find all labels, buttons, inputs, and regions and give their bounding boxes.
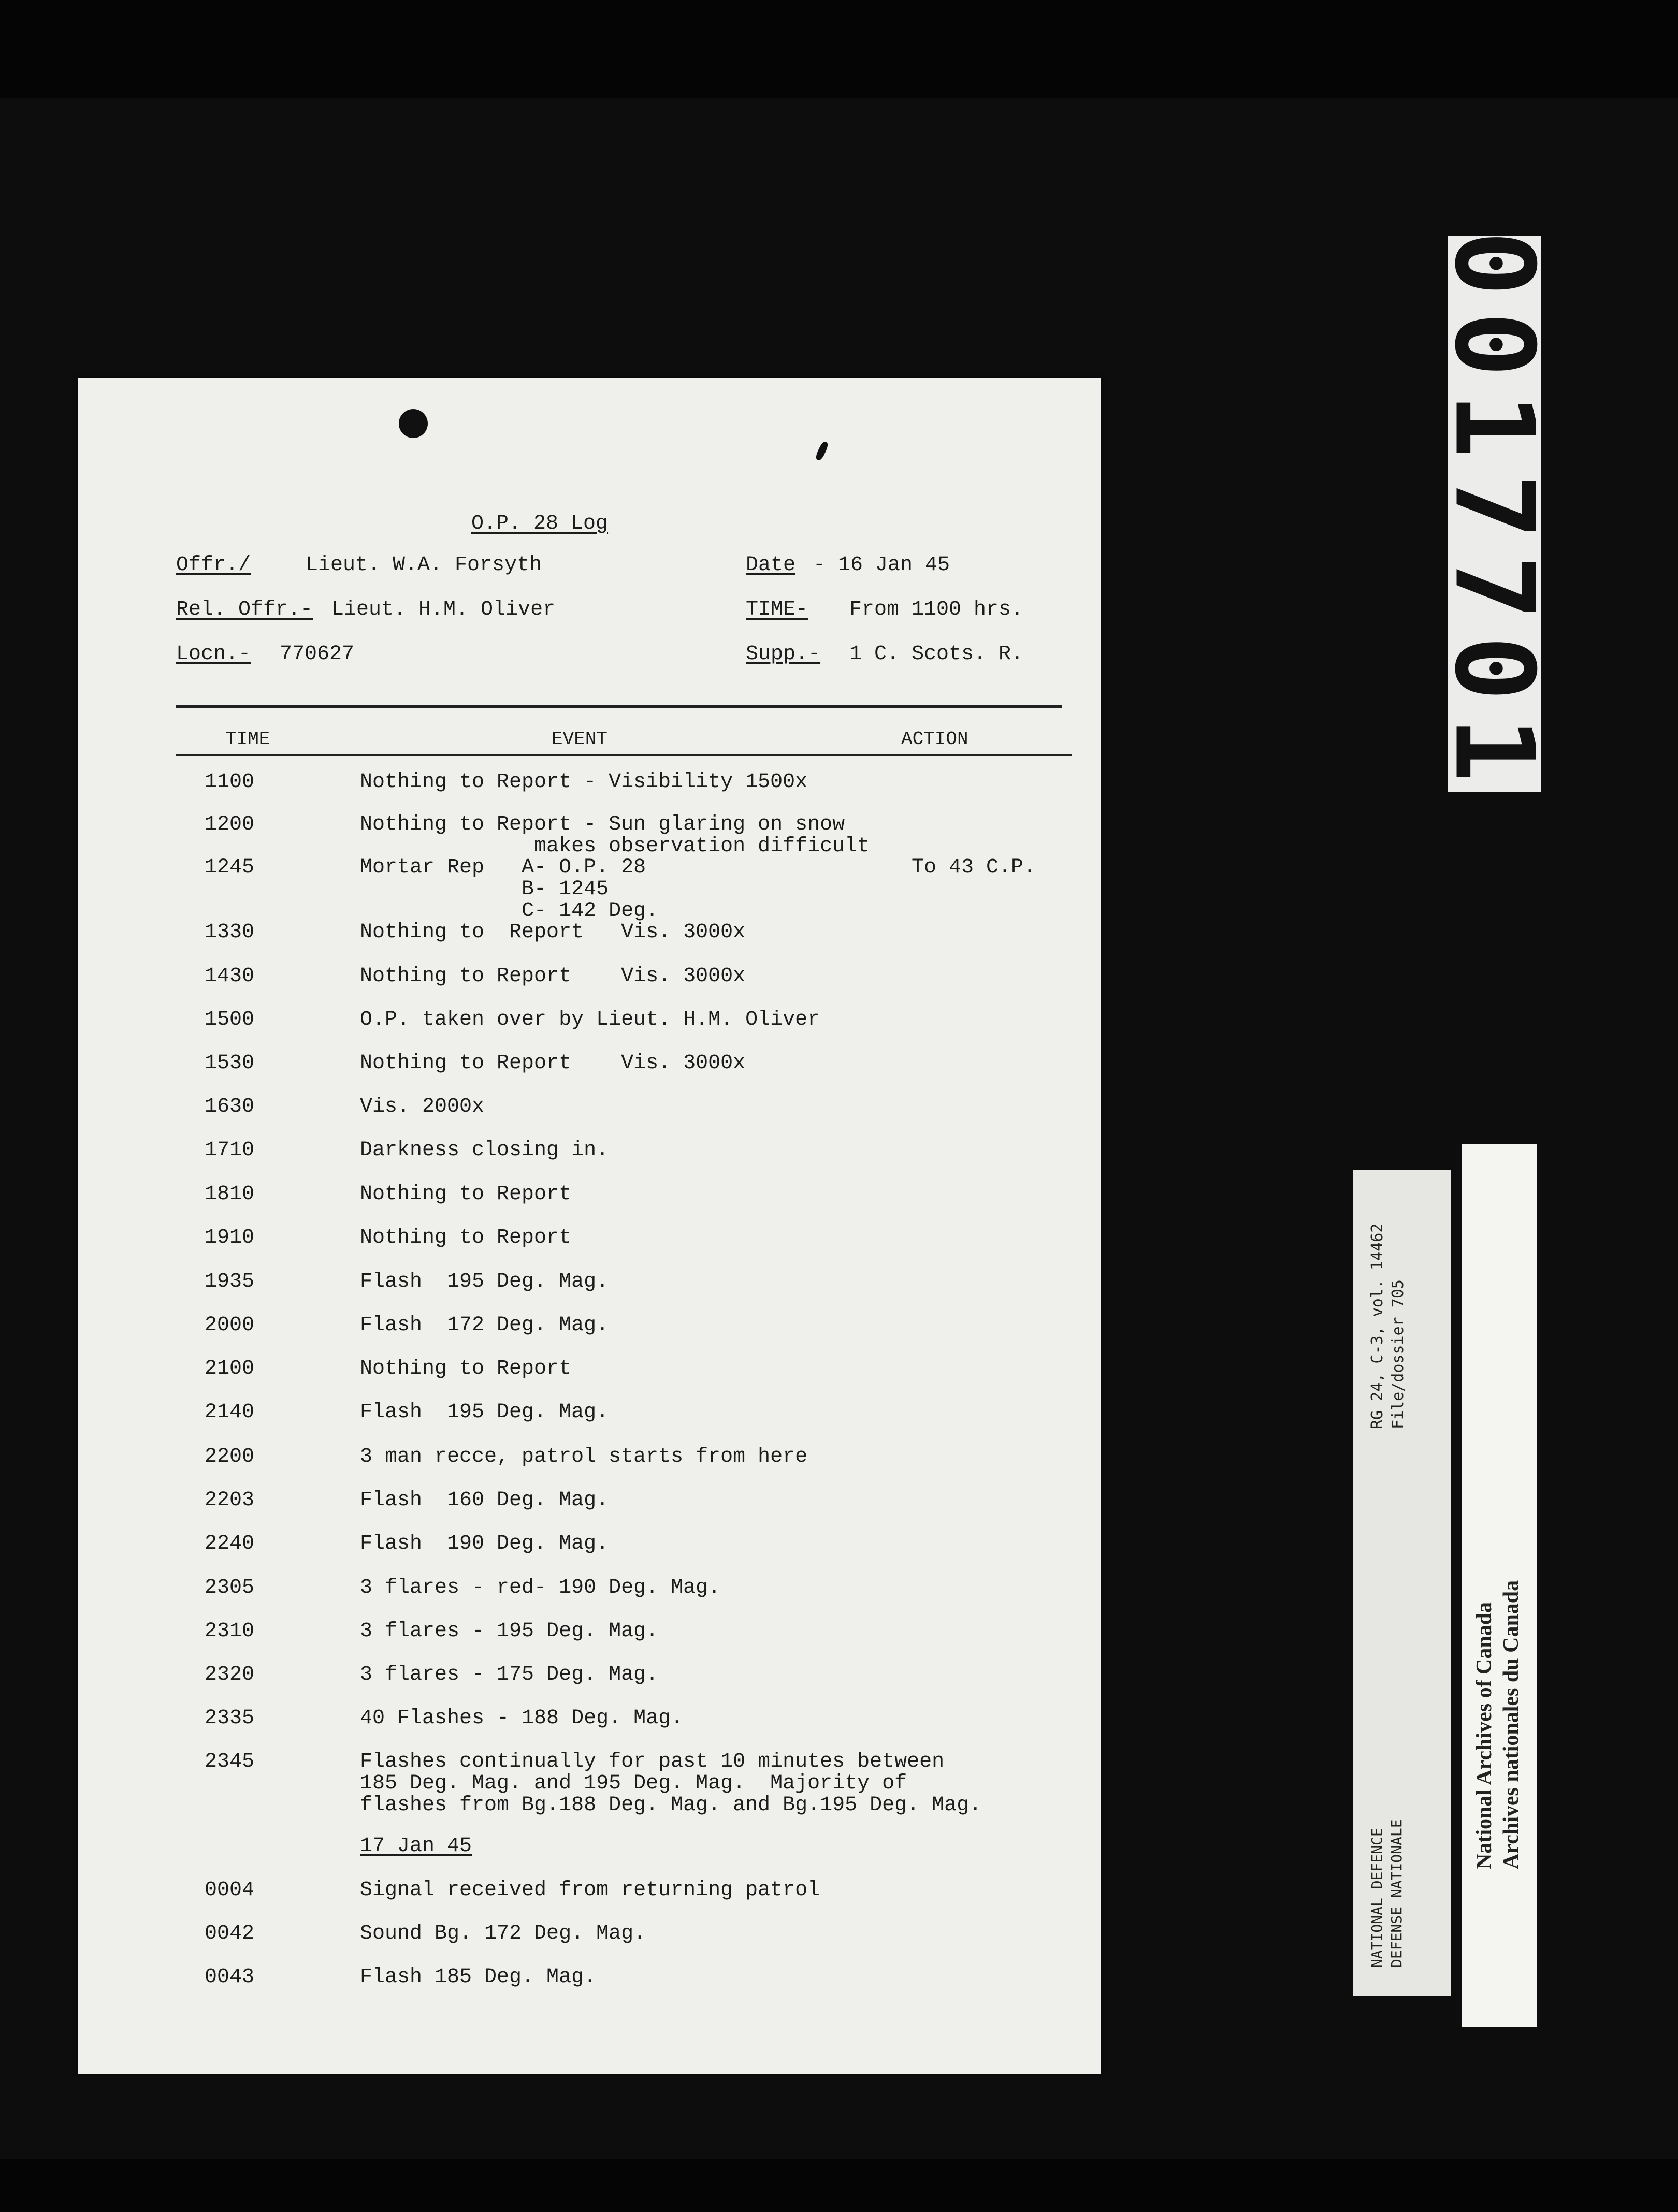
date-value: - 16 Jan 45 — [813, 554, 950, 577]
log-entry-time: 2240 — [205, 1532, 255, 1555]
archive-line-2: Archives nationales du Canada — [1499, 1580, 1523, 1869]
log-entry-event: 17 Jan 45 — [360, 1835, 472, 1858]
log-entry-time: 2200 — [205, 1445, 255, 1468]
officer-label: Offr./ — [176, 554, 251, 577]
support-value: 1 C. Scots. R. — [849, 643, 1024, 666]
log-entry-time: 0042 — [205, 1922, 255, 1945]
log-entry-event: Flash 195 Deg. Mag. — [360, 1401, 609, 1424]
reference-line-1: RG 24, C-3, vol. 14462 — [1368, 1223, 1386, 1429]
log-entry-event: Nothing to Report — [360, 1357, 572, 1380]
log-entry-event: Mortar Rep A- O.P. 28 B- 1245 C- 142 Deg. — [360, 856, 659, 923]
log-entry-action: To 43 C.P. — [912, 856, 1036, 879]
log-entry-event: Nothing to Report - Visibility 1500x — [360, 770, 808, 794]
log-entry-event: 3 man recce, patrol starts from here — [360, 1445, 808, 1468]
log-entry-event: 3 flares - 175 Deg. Mag. — [360, 1663, 659, 1686]
log-entry-time: 2305 — [205, 1576, 255, 1599]
punch-hole — [399, 409, 428, 438]
log-entry-event: Sound Bg. 172 Deg. Mag. — [360, 1922, 646, 1945]
location-value: 770627 — [280, 643, 355, 666]
log-entry-time: 0043 — [205, 1966, 255, 1989]
log-entry-event: 3 flares - 195 Deg. Mag. — [360, 1620, 659, 1643]
log-entry-event: Flashes continually for past 10 minutes between 185 Deg. Mag. and 195 Deg. Mag. Majority of flashes from Bg.188 Deg. Mag. and Bg.195 Deg. Mag. — [360, 1750, 982, 1817]
frame-number-label — [1430, 230, 1558, 798]
log-sheet — [78, 378, 1101, 2074]
log-entry-time: 1810 — [205, 1183, 255, 1206]
log-entry-event: Flash 160 Deg. Mag. — [360, 1489, 609, 1512]
log-entry-time: 2345 — [205, 1750, 255, 1773]
log-entry-time: 1330 — [205, 921, 255, 944]
log-entry-time: 1710 — [205, 1139, 255, 1162]
log-entry-event: 3 flares - red- 190 Deg. Mag. — [360, 1576, 721, 1599]
reference-line-4: DEFENSE NATIONALE — [1388, 1819, 1405, 1968]
log-entry-time: 2100 — [205, 1357, 255, 1380]
log-entry-event: Nothing to Report Vis. 3000x — [360, 1052, 746, 1075]
log-entry-time: 2203 — [205, 1489, 255, 1512]
time-value: From 1100 hrs. — [849, 598, 1024, 621]
log-entry-event: 40 Flashes - 188 Deg. Mag. — [360, 1707, 684, 1730]
log-entry-time: 1200 — [205, 813, 255, 836]
scan-border-bottom — [0, 2159, 1678, 2212]
header-rule — [176, 705, 1062, 708]
log-entry-event: Flash 190 Deg. Mag. — [360, 1532, 609, 1555]
log-title: O.P. 28 Log — [471, 512, 609, 535]
log-entry-time: 1245 — [205, 856, 255, 879]
column-header-rule — [176, 754, 1072, 756]
officer-value: Lieut. W.A. Forsyth — [306, 554, 542, 577]
log-entry-time: 1500 — [205, 1008, 255, 1031]
log-entry-event: Vis. 2000x — [360, 1095, 485, 1118]
log-entry-event: Nothing to Report — [360, 1226, 572, 1249]
frame-number: 0017701 — [1430, 230, 1558, 798]
log-entry-event: Nothing to Report — [360, 1183, 572, 1206]
reference-line-3: NATIONAL DEFENCE — [1368, 1828, 1385, 1968]
log-entry-time: 2320 — [205, 1663, 255, 1686]
time-label: TIME- — [746, 598, 808, 621]
archive-label — [1462, 1144, 1537, 2027]
relief-officer-value: Lieut. H.M. Oliver — [331, 598, 556, 621]
reference-label — [1353, 1170, 1451, 1996]
log-entry-time: 2310 — [205, 1620, 255, 1643]
log-entry-time: 0004 — [205, 1879, 255, 1902]
log-entry-event: Flash 195 Deg. Mag. — [360, 1270, 609, 1293]
log-entry-time: 2140 — [205, 1401, 255, 1424]
support-label: Supp.- — [746, 643, 821, 666]
column-header-time: TIME — [225, 729, 270, 750]
scan-border-top — [0, 0, 1678, 98]
reference-line-2: File/dossier 705 — [1389, 1279, 1407, 1429]
log-entry-time: 1430 — [205, 965, 255, 988]
log-entry-event: Nothing to Report Vis. 3000x — [360, 965, 746, 988]
log-entry-event: Darkness closing in. — [360, 1139, 609, 1162]
log-entry-event: Flash 185 Deg. Mag. — [360, 1966, 597, 1989]
log-entry-time: 2000 — [205, 1314, 255, 1337]
log-entry-time: 1630 — [205, 1095, 255, 1118]
column-header-event: EVENT — [552, 729, 608, 750]
log-entry-event: Nothing to Report Vis. 3000x — [360, 921, 746, 944]
archive-line-1: National Archives of Canada — [1472, 1602, 1496, 1869]
location-label: Locn.- — [176, 643, 251, 666]
log-entry-event: Signal received from returning patrol — [360, 1879, 820, 1902]
log-entry-time: 1100 — [205, 770, 255, 794]
log-entry-time: 2335 — [205, 1707, 255, 1730]
log-entry-event: O.P. taken over by Lieut. H.M. Oliver — [360, 1008, 820, 1031]
log-entry-event: Flash 172 Deg. Mag. — [360, 1314, 609, 1337]
ink-mark — [815, 441, 830, 461]
log-entry-time: 1530 — [205, 1052, 255, 1075]
log-entry-time: 1935 — [205, 1270, 255, 1293]
relief-officer-label: Rel. Offr.- — [176, 598, 313, 621]
log-entry-event: Nothing to Report - Sun glaring on snow makes observation difficult — [360, 813, 870, 858]
log-entry-time: 1910 — [205, 1226, 255, 1249]
column-header-action: ACTION — [901, 729, 968, 750]
date-label: Date — [746, 554, 796, 577]
